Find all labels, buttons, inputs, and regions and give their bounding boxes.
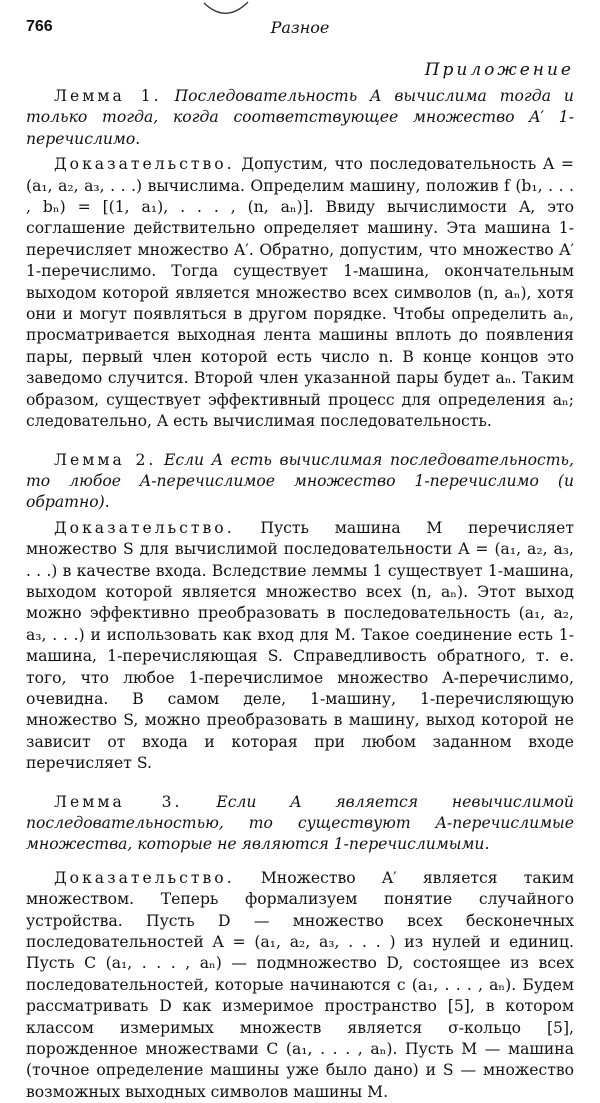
- lemma-3-label: Лемма 3.: [54, 792, 183, 811]
- lemma-3-statement: Если A является невычислимой последовательностью, то существуют A-перечислимые множества, которые не являются 1-перечислимыми.: [26, 792, 574, 854]
- proof-2-text: Пусть машина M перечисляет множество S для вычислимой последовательности A = (a₁, a₂, a₃, . . .) в качестве входа. Вследствие леммы 1 существует 1-машина, выходом которой является множество всех (n, aₙ). Этот выход можно эффективно преобразовать в последовательность (a₁, a₂, a₃, . . .) и использовать как вход для M. Такое соединение есть 1-машина, 1-перечисляющая S. Справедливость обратного, т. е. того, что любое 1-перечислимое множество A-перечислимо, очевидна. В самом деле, 1-машину, 1-перечисляющую множество S, можно преобразовать в машину, выход которой не зависит от входа и которая при любом заданном входе перечисляет S.: [26, 518, 574, 773]
- page-edge-mark: [202, 0, 252, 18]
- proof-3: [26, 868, 574, 1103]
- lemma-3: [26, 792, 574, 856]
- proof-2-label: Доказательство.: [54, 518, 235, 537]
- proof-2: [26, 518, 574, 775]
- lemma-2-statement: Если A есть вычислимая последовательность, то любое A-перечислимое множество 1-перечислимо (и обратно).: [26, 450, 574, 512]
- proof-1: [26, 154, 574, 432]
- proof-1-text: Допустим, что последовательность A = (a₁, a₂, a₃, . . .) вычислима. Определим машину, положив f (b₁, . . . , bₙ) = [(1, a₁), . . . , (n, aₙ)]. Ввиду вычислимости A, это соглашение действительно определяет машину. Эта машина 1-перечисляет множество A′. Обратно, допустим, что множество A′ 1-перечислимо. Тогда существует 1-машина, окончательным выходом которой является множество всех символов (n, aₙ), хотя они и могут появляться в другом порядке. Чтобы определить aₙ, просматривается выходная лента машины вплоть до появления пары, первый член которой есть число n. В конце концов это заведомо случится. Второй член указанной пары будет aₙ. Таким образом, существует эффективный процесс для определения aₙ; следовательно, A есть вычислимая последовательность.: [26, 155, 574, 431]
- lemma-2-label: Лемма 2.: [54, 450, 157, 469]
- lemma-1-statement: Последовательность A вычислима тогда и только тогда, когда соответствующее множество A′ 1-перечислимо.: [26, 87, 574, 148]
- lemma-2: [26, 450, 574, 514]
- page-number: 766: [26, 18, 53, 35]
- section-title: Приложение: [424, 60, 574, 80]
- running-title: Разное: [270, 18, 330, 37]
- lemma-1-label: Лемма 1.: [54, 87, 162, 105]
- body-text: [26, 86, 574, 1103]
- proof-3-label: Доказательство.: [54, 868, 235, 887]
- page-header: [26, 18, 574, 42]
- proof-3-text: Множество A′ является таким множеством. Теперь формализуем понятие случайного устройства. Пусть D — множество всех бесконечных последовательностей A = (a₁, a₂, a₃, . . . ) из нулей и единиц. Пусть C (a₁, . . . , aₙ) — подмножество D, состоящее из всех последовательностей, которые начинаются с (a₁, . . . , aₙ). Будем рассматривать D как измеримое пространство [5], в котором классом измеримых множеств является σ-кольцо [5], порожденное множествами C (a₁, . . . , aₙ). Пусть M — машина (точное определение машины уже было дано) и S — множество возможных выходных символов машины M.: [26, 868, 574, 1101]
- lemma-1: [26, 86, 574, 150]
- proof-1-label: Доказательство.: [54, 155, 235, 174]
